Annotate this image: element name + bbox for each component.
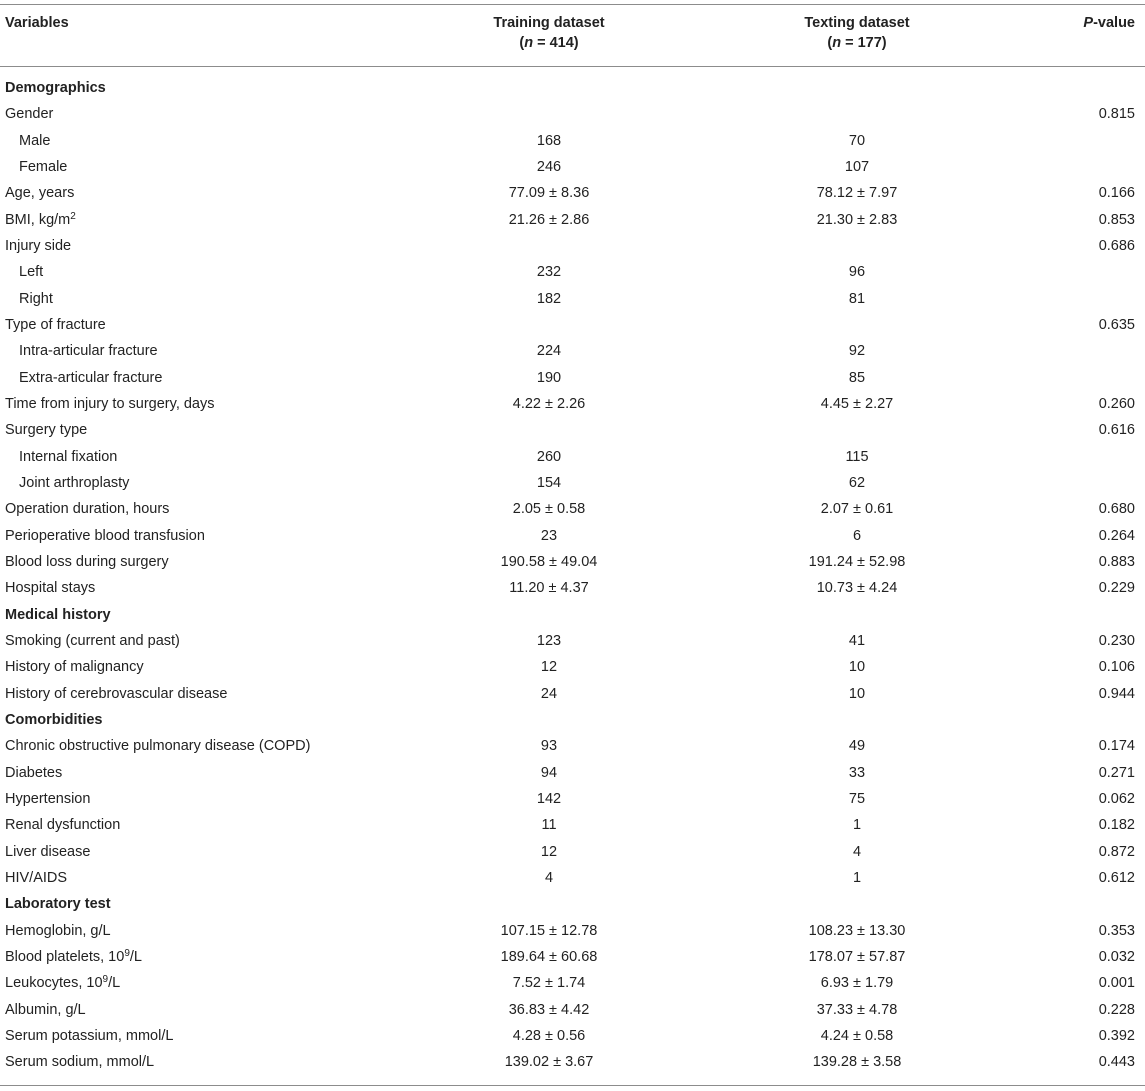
testing-value: 115 xyxy=(845,448,869,465)
testing-value: 1 xyxy=(852,817,862,834)
training-value: 23 xyxy=(540,527,558,544)
variable-label-text: Perioperative blood transfusion xyxy=(5,527,205,544)
testing-value: 62 xyxy=(848,474,866,491)
table-row xyxy=(0,180,1145,206)
p-value: 0.032 xyxy=(1098,948,1135,965)
training-value: 142 xyxy=(536,790,562,807)
header-p-rest: -value xyxy=(1093,15,1135,31)
variable-label-text: Left xyxy=(19,264,44,281)
p-value: 0.001 xyxy=(1098,975,1135,992)
testing-value: 178.07 ± 57.87 xyxy=(808,948,906,965)
variable-label-text: Medical history xyxy=(5,606,111,623)
section-label xyxy=(5,891,111,917)
variable-label-text: Diabetes xyxy=(5,764,63,781)
table-row xyxy=(0,970,1145,996)
variable-label xyxy=(5,970,120,996)
table-row xyxy=(0,233,1145,259)
variable-label xyxy=(5,575,95,601)
testing-value: 139.28 ± 3.58 xyxy=(812,1054,902,1071)
testing-value: 4 xyxy=(852,843,862,860)
variable-label xyxy=(19,470,129,496)
variable-label xyxy=(5,681,227,707)
p-value: 0.182 xyxy=(1098,817,1135,834)
variable-label xyxy=(5,549,169,575)
p-value: 0.680 xyxy=(1098,501,1135,518)
p-value: 0.853 xyxy=(1098,211,1135,228)
variable-label-text: History of cerebrovascular disease xyxy=(5,685,228,702)
variable-label xyxy=(19,259,43,285)
table-row xyxy=(0,575,1145,601)
testing-value: 10 xyxy=(848,659,866,676)
training-value: 93 xyxy=(540,738,558,755)
variable-label xyxy=(5,207,76,233)
header-testing-n-label: n xyxy=(832,35,842,51)
training-value: 232 xyxy=(536,264,562,281)
variable-label xyxy=(5,417,87,443)
testing-value: 2.07 ± 0.61 xyxy=(820,501,894,518)
table-row xyxy=(0,628,1145,654)
variable-label-text: Male xyxy=(19,132,51,149)
header-p-italic: P xyxy=(1083,15,1094,31)
p-value: 0.353 xyxy=(1098,922,1135,939)
variable-label-text: Demographics xyxy=(5,80,106,96)
training-value: 260 xyxy=(536,448,562,465)
variable-label-text: Serum potassium, mmol/L xyxy=(5,1027,174,1044)
training-value: 12 xyxy=(540,843,558,860)
table-row xyxy=(0,944,1145,970)
variable-label-text: BMI, kg/m xyxy=(5,211,71,228)
variable-label xyxy=(19,128,50,154)
training-value: 246 xyxy=(536,158,562,175)
training-value: 7.52 ± 1.74 xyxy=(512,975,586,992)
header-training-title: Training dataset xyxy=(493,15,605,31)
table-bottom-rule xyxy=(0,1085,1145,1086)
training-value: 11 xyxy=(541,817,557,834)
p-value: 0.264 xyxy=(1098,527,1135,544)
unit-superscript: 2 xyxy=(70,210,76,222)
testing-value: 191.24 ± 52.98 xyxy=(808,553,906,570)
testing-value: 81 xyxy=(848,290,866,307)
p-value: 0.815 xyxy=(1098,106,1135,123)
p-value: 0.616 xyxy=(1098,422,1135,439)
p-value: 0.174 xyxy=(1098,738,1135,755)
table-row xyxy=(0,286,1145,312)
table-row xyxy=(0,812,1145,838)
training-value: 21.26 ± 2.86 xyxy=(508,211,590,228)
section-row xyxy=(0,891,1145,917)
p-value: 0.228 xyxy=(1098,1001,1135,1018)
variable-label-text: Serum sodium, mmol/L xyxy=(5,1054,155,1071)
variable-label xyxy=(5,786,90,812)
p-value: 0.229 xyxy=(1098,580,1135,597)
table-row xyxy=(0,1049,1145,1075)
p-value: 0.944 xyxy=(1098,685,1135,702)
header-training-n-value: = 414) xyxy=(533,35,579,51)
p-value: 0.392 xyxy=(1098,1027,1135,1044)
training-value: 4.22 ± 2.26 xyxy=(512,395,586,412)
training-value: 11.20 ± 4.37 xyxy=(509,580,589,597)
table-row xyxy=(0,997,1145,1023)
table-row xyxy=(0,259,1145,285)
variable-label xyxy=(19,154,67,180)
testing-value: 96 xyxy=(848,264,866,281)
table-row xyxy=(0,470,1145,496)
variable-label-text: Injury side xyxy=(5,237,72,254)
p-value: 0.166 xyxy=(1098,185,1135,202)
p-value: 0.271 xyxy=(1098,764,1135,781)
training-value: 4 xyxy=(544,869,554,886)
variable-label xyxy=(5,918,111,944)
variable-label xyxy=(5,654,144,680)
table-row xyxy=(0,654,1145,680)
header-testing-title: Texting dataset xyxy=(804,15,910,31)
variable-label-text: Age, years xyxy=(5,185,75,202)
variable-label xyxy=(5,1049,154,1075)
p-value: 0.635 xyxy=(1098,316,1135,333)
training-value: 123 xyxy=(536,632,562,649)
variable-label-text: Surgery type xyxy=(5,422,88,439)
testing-value: 78.12 ± 7.97 xyxy=(816,185,898,202)
table-row xyxy=(0,760,1145,786)
table-row xyxy=(0,444,1145,470)
header-training-n: (n = 414) xyxy=(519,35,579,51)
header-rule xyxy=(0,66,1145,67)
variable-label xyxy=(5,523,205,549)
unit-suffix: /L xyxy=(108,975,121,992)
training-value: 190 xyxy=(536,369,562,386)
variable-label-text: Intra-articular fracture xyxy=(19,343,158,360)
table-header xyxy=(0,13,1145,63)
training-value: 77.09 ± 8.36 xyxy=(508,185,590,202)
section-label xyxy=(5,75,106,101)
variable-label-text: Internal fixation xyxy=(19,448,118,465)
table-top-rule xyxy=(0,4,1145,5)
variable-label-text: Operation duration, hours xyxy=(5,501,170,518)
variable-label-text: Comorbidities xyxy=(5,711,103,728)
variable-label-text: Time from injury to surgery, days xyxy=(5,395,215,412)
testing-value: 85 xyxy=(848,369,866,386)
training-value: 154 xyxy=(536,474,562,491)
variable-label-text: Hemoglobin, g/L xyxy=(5,922,111,939)
table-row xyxy=(0,312,1145,338)
table-row xyxy=(0,365,1145,391)
training-value: 107.15 ± 12.78 xyxy=(500,922,598,939)
section-label xyxy=(5,602,111,628)
training-value: 4.28 ± 0.56 xyxy=(512,1027,586,1044)
table-row xyxy=(0,417,1145,443)
training-value: 182 xyxy=(536,290,562,307)
training-value: 36.83 ± 4.42 xyxy=(508,1001,590,1018)
table-row xyxy=(0,101,1145,127)
p-value: 0.872 xyxy=(1098,843,1135,860)
variable-label xyxy=(19,444,117,470)
unit-superscript: 9 xyxy=(124,947,130,959)
variable-label xyxy=(5,865,67,891)
table-row xyxy=(0,1023,1145,1049)
training-value: 139.02 ± 3.67 xyxy=(504,1054,594,1071)
variable-label-text: History of malignancy xyxy=(5,659,144,676)
variable-label-text: Liver disease xyxy=(5,843,91,860)
testing-value: 49 xyxy=(848,738,866,755)
p-value: 0.883 xyxy=(1098,553,1135,570)
variable-label xyxy=(5,997,86,1023)
variable-label-text: Hospital stays xyxy=(5,580,96,597)
variable-label-text: Blood loss during surgery xyxy=(5,553,169,570)
variable-label-text: Chronic obstructive pulmonary disease (COPD) xyxy=(5,738,311,755)
header-testing-n-value: = 177) xyxy=(841,35,887,51)
p-value: 0.443 xyxy=(1098,1054,1135,1071)
variable-label-text: Albumin, g/L xyxy=(5,1001,86,1018)
header-testing-dataset xyxy=(657,13,1057,53)
variable-label-text: Extra-articular fracture xyxy=(19,369,163,386)
training-value: 190.58 ± 49.04 xyxy=(500,553,598,570)
table-row xyxy=(0,786,1145,812)
p-value: 0.106 xyxy=(1098,659,1135,676)
testing-value: 33 xyxy=(848,764,866,781)
table-row xyxy=(0,681,1145,707)
training-value: 12 xyxy=(540,659,558,676)
section-label xyxy=(5,707,102,733)
variable-label xyxy=(5,101,53,127)
variable-label xyxy=(19,338,158,364)
testing-value: 4.45 ± 2.27 xyxy=(820,395,894,412)
testing-value: 6 xyxy=(852,527,862,544)
variable-label xyxy=(5,760,62,786)
section-row xyxy=(0,75,1145,101)
training-value: 94 xyxy=(540,764,558,781)
p-value: 0.686 xyxy=(1098,237,1135,254)
variable-label-text: Gender xyxy=(5,106,54,123)
variable-label xyxy=(5,733,310,759)
training-value: 24 xyxy=(540,685,558,702)
p-value: 0.260 xyxy=(1098,395,1135,412)
variable-label xyxy=(5,312,106,338)
variable-label-text: HIV/AIDS xyxy=(5,869,68,886)
unit-superscript: 9 xyxy=(102,974,109,986)
testing-value: 21.30 ± 2.83 xyxy=(816,211,898,228)
variable-label-text: Smoking (current and past) xyxy=(5,632,180,649)
training-value: 2.05 ± 0.58 xyxy=(512,501,586,518)
header-testing-n: (n = 177) xyxy=(827,35,887,51)
header-p-value xyxy=(1083,13,1135,33)
variable-label xyxy=(5,1023,173,1049)
table-row xyxy=(0,865,1145,891)
testing-value: 92 xyxy=(848,343,866,360)
table-row xyxy=(0,154,1145,180)
variable-label xyxy=(5,839,90,865)
testing-value: 108.23 ± 13.30 xyxy=(808,922,906,939)
variable-label-text: Hypertension xyxy=(5,790,91,807)
table-row xyxy=(0,338,1145,364)
table-row xyxy=(0,918,1145,944)
variable-label xyxy=(5,391,215,417)
header-training-n-label: n xyxy=(524,35,534,51)
table-row xyxy=(0,128,1145,154)
variable-label xyxy=(19,365,162,391)
variable-label-text: Blood platelets, 10 xyxy=(5,948,125,965)
training-value: 224 xyxy=(536,343,562,360)
variable-label xyxy=(5,944,142,970)
variable-label-text: Type of fracture xyxy=(5,316,106,333)
variable-label-text: Joint arthroplasty xyxy=(19,474,130,491)
variable-label xyxy=(5,812,120,838)
p-value: 0.230 xyxy=(1098,632,1135,649)
table-row xyxy=(0,549,1145,575)
training-value: 189.64 ± 60.68 xyxy=(500,948,598,965)
variable-label xyxy=(5,180,74,206)
testing-value: 10.73 ± 4.24 xyxy=(816,580,898,597)
section-row xyxy=(0,602,1145,628)
table-row xyxy=(0,733,1145,759)
testing-value: 1 xyxy=(852,869,862,886)
header-variables: Variables xyxy=(5,15,69,31)
variable-label xyxy=(5,496,169,522)
p-value: 0.062 xyxy=(1098,790,1135,807)
testing-value: 10 xyxy=(848,685,866,702)
table-row xyxy=(0,839,1145,865)
unit-suffix: /L xyxy=(129,948,142,965)
variable-label-text: Renal dysfunction xyxy=(5,817,121,834)
variable-label xyxy=(5,628,180,654)
section-row xyxy=(0,707,1145,733)
variable-label xyxy=(5,233,71,259)
variable-label xyxy=(19,286,53,312)
testing-value: 37.33 ± 4.78 xyxy=(816,1001,898,1018)
training-value: 168 xyxy=(536,132,562,149)
table-row xyxy=(0,391,1145,417)
p-value: 0.612 xyxy=(1098,869,1135,886)
variable-label-text: Right xyxy=(19,290,53,307)
table-row xyxy=(0,207,1145,233)
table-row xyxy=(0,523,1145,549)
testing-value: 41 xyxy=(848,632,866,649)
table-row xyxy=(0,496,1145,522)
testing-value: 75 xyxy=(848,790,866,807)
testing-value: 70 xyxy=(848,132,866,149)
variable-label-text: Leukocytes, 10 xyxy=(5,975,103,992)
variable-label-text: Laboratory test xyxy=(5,896,111,913)
testing-value: 107 xyxy=(844,158,870,175)
testing-value: 4.24 ± 0.58 xyxy=(820,1027,894,1044)
testing-value: 6.93 ± 1.79 xyxy=(820,975,894,992)
variable-label-text: Female xyxy=(19,158,68,175)
